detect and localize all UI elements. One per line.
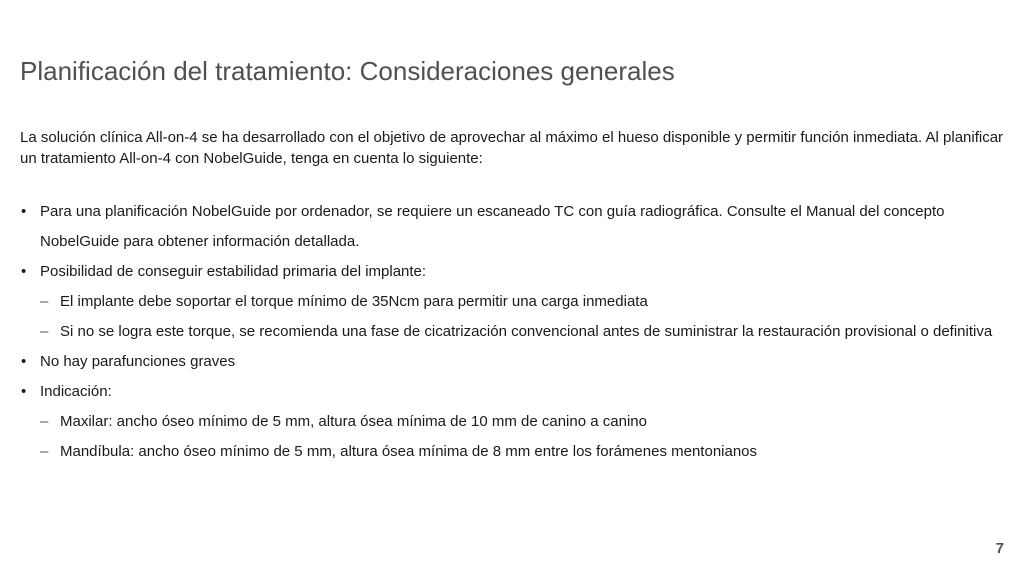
list-item <box>20 377 1010 407</box>
page-number: 7 <box>995 540 1004 557</box>
sub-list-item <box>20 407 1010 437</box>
list-item-text: Si no se logra este torque, se recomienda una fase de cicatrización convencional antes de suministrar la restauración provisional o definitiva <box>60 323 993 340</box>
list-item-text: Indicación: <box>40 383 112 400</box>
list-item-text: No hay parafunciones graves <box>40 353 236 370</box>
bullet-marker: • <box>21 353 27 370</box>
slide-title: Planificación del tratamiento: Consideraciones generales <box>20 56 675 86</box>
list-item-text: Para una planificación NobelGuide por ordenador, se requiere un escaneado TC con guía radiográfica. Consulte el Manual del concepto NobelGuide para obtener información detallada. <box>40 203 945 250</box>
bullet-marker: • <box>21 383 27 400</box>
intro-paragraph: La solución clínica All-on-4 se ha desarrollado con el objetivo de aprovechar al máximo el hueso disponible y permitir función inmediata. Al planificar un tratamiento All-on-4 con NobelGuide, tenga en cuenta lo siguiente: <box>20 129 1004 167</box>
list-item-text: Mandíbula: ancho óseo mínimo de 5 mm, altura ósea mínima de 8 mm entre los forámenes mentonianos <box>60 443 758 460</box>
list-item-text: Posibilidad de conseguir estabilidad primaria del implante: <box>40 263 427 280</box>
dash-marker: – <box>40 443 49 460</box>
dash-marker: – <box>40 413 49 430</box>
list-item <box>20 197 1010 257</box>
dash-marker: – <box>40 323 49 340</box>
bullet-marker: • <box>21 263 27 280</box>
list-item-text: El implante debe soportar el torque mínimo de 35Ncm para permitir una carga inmediata <box>60 293 648 310</box>
list-item-text: Maxilar: ancho óseo mínimo de 5 mm, altura ósea mínima de 10 mm de canino a canino <box>60 413 647 430</box>
sub-list-item <box>20 437 1010 467</box>
list-item <box>20 347 1010 377</box>
sub-list-item <box>20 287 1010 317</box>
bullet-list <box>20 197 1010 467</box>
list-item <box>20 257 1010 287</box>
dash-marker: – <box>40 293 49 310</box>
sub-list-item <box>20 317 1010 347</box>
bullet-marker: • <box>21 203 27 220</box>
